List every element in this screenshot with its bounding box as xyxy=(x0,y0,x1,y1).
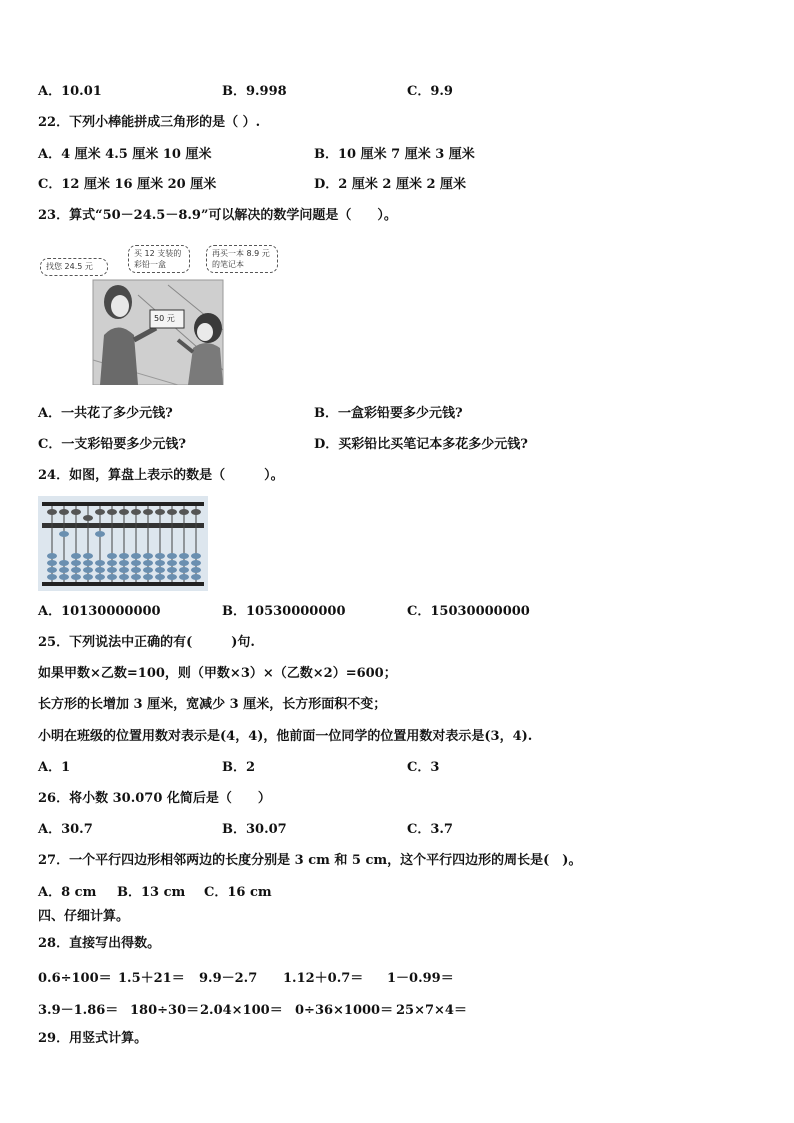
q25-statement-1: 如果甲数×乙数=100，则（甲数×3）×（乙数×2）=600； xyxy=(38,666,397,681)
q23-option-b: B．一盒彩铅要多少元钱? xyxy=(314,406,463,421)
q23-option-c: C．一支彩铅要多少元钱? xyxy=(38,437,186,452)
q23-option-a: A．一共花了多少元钱? xyxy=(38,406,173,421)
q23-option-d: D．买彩铅比买笔记本多花多少元钱? xyxy=(314,437,528,452)
q24-stem: 24．如图，算盘上表示的数是（ ）。 xyxy=(38,468,284,483)
bubble-buy-pencils: 买 12 支装的彩铅一盒 xyxy=(128,245,190,273)
calc-item: 1.12＋0.7＝ xyxy=(283,971,364,986)
calc-item: 3.9－1.86＝ xyxy=(38,1003,119,1018)
q26-stem: 26．将小数 30.070 化简后是（ ） xyxy=(38,791,271,806)
q27-option-c: C．16 cm xyxy=(204,885,272,900)
q23-stem: 23．算式“50－24.5－8.9”可以解决的数学问题是（ ）。 xyxy=(38,208,397,223)
q25-option-b: B．2 xyxy=(222,760,256,775)
q25-option-c: C．3 xyxy=(407,760,440,775)
bubble-buy-notebook: 再买一本 8.9 元的笔记本 xyxy=(206,245,278,273)
q27-option-a: A．8 cm xyxy=(38,885,97,900)
banknote-label: 50 元 xyxy=(154,314,175,323)
section-title: 四、仔细计算。 xyxy=(38,909,130,924)
calc-item: 1.5＋21＝ xyxy=(118,971,185,986)
q26-option-b: B．30.07 xyxy=(222,822,287,837)
q25-statement-2: 长方形的长增加 3 厘米，宽减少 3 厘米，长方形面积不变； xyxy=(38,697,387,712)
q26-option-a: A．30.7 xyxy=(38,822,93,837)
q21-option-a: A．10.01 xyxy=(38,84,102,99)
q26-option-c: C．3.7 xyxy=(407,822,453,837)
q22-option-a: A．4 厘米 4.5 厘米 10 厘米 xyxy=(38,147,212,162)
q29-stem: 29．用竖式计算。 xyxy=(38,1031,148,1046)
calc-item: 2.04×100＝ xyxy=(200,1003,283,1018)
q22-option-d: D．2 厘米 2 厘米 2 厘米 xyxy=(314,177,467,192)
q21-option-c: C．9.9 xyxy=(407,84,453,99)
q27-stem: 27．一个平行四边形相邻两边的长度分别是 3 cm 和 5 cm，这个平行四边形的周长是( )。 xyxy=(38,853,582,868)
calc-item: 0÷36×1000＝ xyxy=(295,1003,394,1018)
q28-stem: 28．直接写出得数。 xyxy=(38,936,161,951)
q24-option-c: C．15030000000 xyxy=(407,604,530,619)
q27-option-b: B．13 cm xyxy=(117,885,186,900)
q24-option-b: B．10530000000 xyxy=(222,604,346,619)
q25-stem: 25．下列说法中正确的有( )句. xyxy=(38,635,255,650)
calc-item: 25×7×4＝ xyxy=(396,1003,467,1018)
abacus-image xyxy=(38,496,208,591)
calc-item: 9.9－2.7 xyxy=(199,971,258,986)
shopping-illustration xyxy=(38,240,283,385)
q24-option-a: A．10130000000 xyxy=(38,604,161,619)
q22-option-c: C．12 厘米 16 厘米 20 厘米 xyxy=(38,177,217,192)
calc-item: 1－0.99＝ xyxy=(387,971,454,986)
abacus-drawing xyxy=(38,496,208,591)
calc-item: 180÷30＝ xyxy=(130,1003,200,1018)
bubble-change: 找您 24.5 元 xyxy=(40,258,108,276)
q22-option-b: B．10 厘米 7 厘米 3 厘米 xyxy=(314,147,475,162)
q25-option-a: A．1 xyxy=(38,760,71,775)
calc-item: 0.6÷100＝ xyxy=(38,971,112,986)
q21-option-b: B．9.998 xyxy=(222,84,287,99)
q25-statement-3: 小明在班级的位置用数对表示是(4，4)，他前面一位同学的位置用数对表示是(3，4). xyxy=(38,729,533,744)
q22-stem: 22．下列小棒能拼成三角形的是（ ）. xyxy=(38,115,261,130)
